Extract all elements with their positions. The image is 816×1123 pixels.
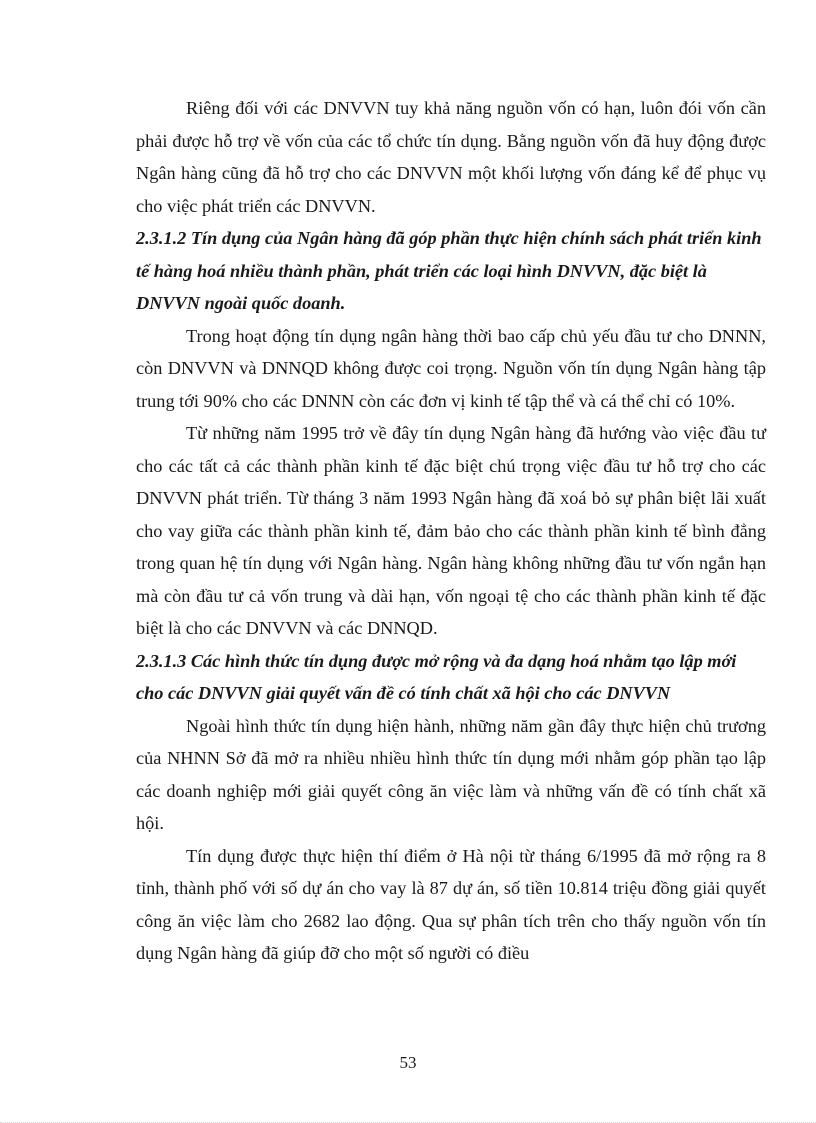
page-number: 53 bbox=[399, 1053, 417, 1072]
paragraph-3: Từ những năm 1995 trở về đây tín dụng Ngân hàng đã hướng vào việc đầu tư cho các tất cả các thành phần kinh tế đặc biệt chú trọng việc đầu tư hỗ trợ cho các DNVVN phát triển. Từ tháng 3 năm 1993 Ngân hàng đã xoá bỏ sự phân biệt lãi xuất cho vay giữa các thành phần kinh tế, đảm bảo cho các thành phần kinh tế bình đẳng trong quan hệ tín dụng với Ngân hàng. Ngân hàng không những đầu tư vốn ngắn hạn mà còn đầu tư cả vốn trung và dài hạn, vốn ngoại tệ cho các thành phần kinh tế đặc biệt là cho các DNVVN và các DNNQD. bbox=[136, 423, 766, 638]
paragraph-2: Trong hoạt động tín dụng ngân hàng thời bao cấp chủ yếu đầu tư cho DNNN, còn DNVVN và DNNQD không được coi trọng. Nguồn vốn tín dụng Ngân hàng tập trung tới 90% cho các DNNN còn các đơn vị kinh tế tập thể và cá thể chỉ có 10%. bbox=[136, 325, 766, 411]
paragraph-5: Tín dụng được thực hiện thí điểm ở Hà nội từ tháng 6/1995 đã mở rộng ra 8 tỉnh, thành phố với số dự án cho vay là 87 dự án, số tiền 10.814 triệu đồng giải quyết công ăn việc làm cho 2682 lao động. Qua sự phân tích trên cho thấy nguồn vốn tín dụng Ngân hàng đã giúp đỡ cho một số người có điều bbox=[136, 845, 766, 963]
paragraph-1: Riêng đối với các DNVVN tuy khả năng nguồn vốn có hạn, luôn đói vốn cần phải được hỗ trợ về vốn của các tổ chức tín dụng. Bằng nguồn vốn đã huy động được Ngân hàng cũng đã hỗ trợ cho các DNVVN một khối lượng vốn đáng kể để phục vụ cho việc phát triển các DNVVN. bbox=[136, 98, 766, 216]
page-content bbox=[136, 92, 766, 970]
section-heading-2-3-1-3: 2.3.1.3 Các hình thức tín dụng được mở rộng và đa dạng hoá nhằm tạo lập mới cho các DNVVN giải quyết vấn đề có tính chất xã hội cho các DNVVN bbox=[136, 650, 737, 703]
paragraph-4: Ngoài hình thức tín dụng hiện hành, những năm gần đây thực hiện chủ trương của NHNN Sở đã mở ra nhiều nhiều hình thức tín dụng mới nhằm góp phần tạo lập các doanh nghiệp mới giải quyết công ăn việc làm và những vấn đề có tính chất xã hội. bbox=[136, 715, 766, 833]
section-heading-2-3-1-2: 2.3.1.2 Tín dụng của Ngân hàng đã góp phần thực hiện chính sách phát triển kinh tế hàng hoá nhiều thành phần, phát triển các loại hình DNVVN, đặc biệt là DNVVN ngoài quốc doanh. bbox=[136, 228, 762, 313]
